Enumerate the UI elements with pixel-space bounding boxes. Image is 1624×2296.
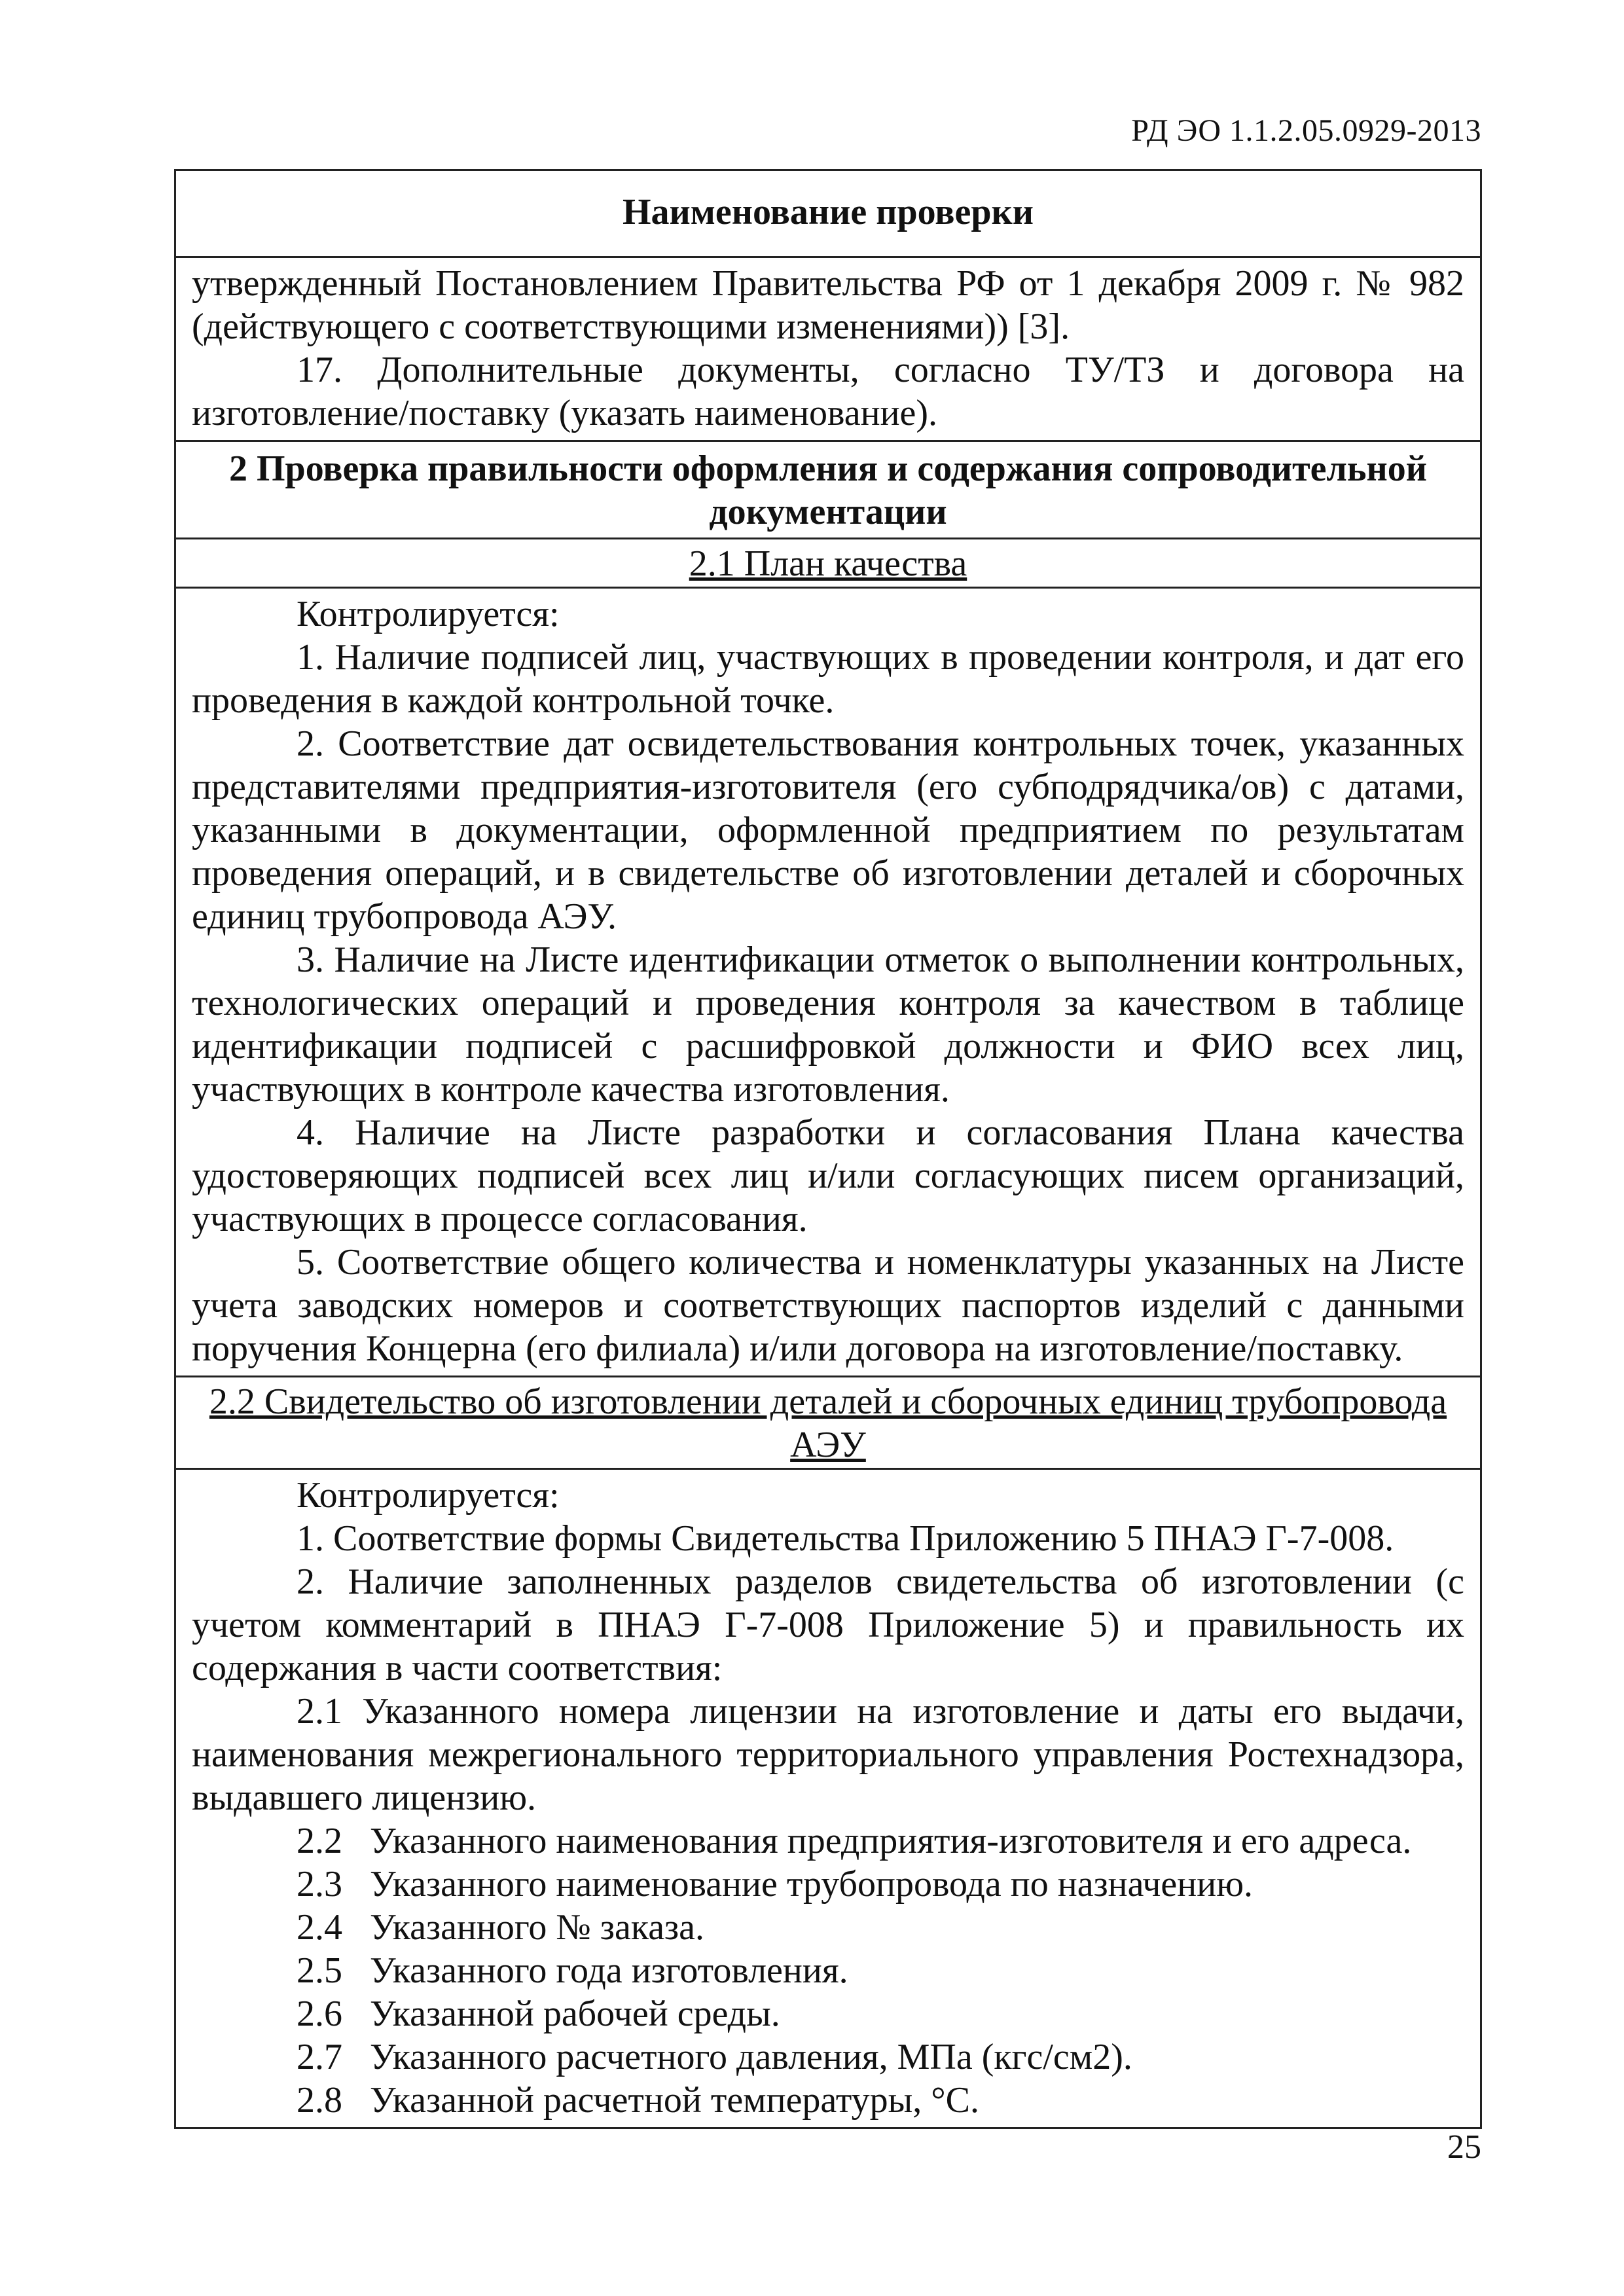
item-text: Указанной рабочей среды. <box>370 1994 780 2034</box>
list-item <box>192 2035 1464 2079</box>
section2-title: 2 Проверка правильности оформления и содержания сопроводительной документации <box>176 440 1480 538</box>
item-number: 2.4 <box>297 1907 342 1948</box>
list-item: 2. Наличие заполненных разделов свидетельства об изготовлении (с учетом комментарий в ПНАЭ Г-7-008 Приложение 5) и правильность их содержания в части соответствия: <box>192 1561 1464 1688</box>
list-item: 4. Наличие на Листе разработки и согласования Плана качества удостоверяющих подписей всех лиц и/или согласующих писем организаций, участвующих в процессе согласования. <box>192 1112 1464 1239</box>
list-item: 17. Дополнительные документы, согласно ТУ/ТЗ и договора на изготовление/поставку (указать наименование). <box>192 350 1464 433</box>
subsection-2-2-body <box>176 1468 1480 2127</box>
intro-text: Контролируется: <box>297 1475 560 1516</box>
list-item <box>192 1992 1464 2035</box>
item-text: Указанного наименования предприятия-изготовителя и его адреса. <box>370 1821 1412 1861</box>
list-item <box>192 1863 1464 1906</box>
intro-text: Контролируется: <box>297 594 560 634</box>
item-text: Указанной расчетной температуры, °С. <box>370 2080 979 2121</box>
subsection-2-1-title: 2.1 План качества <box>176 538 1480 587</box>
column-header: Наименование проверки <box>622 192 1034 232</box>
page-number: 25 <box>1447 2128 1481 2166</box>
item-number: 2.8 <box>297 2080 342 2121</box>
list-item: 2.1 Указанного номера лицензии на изготовление и даты его выдачи, наименования межрегионального территориального управления Ростехнадзора, выдавшего лицензию. <box>192 1691 1464 1818</box>
item-text: Указанного года изготовления. <box>370 1950 848 1991</box>
list-item <box>192 1906 1464 1949</box>
item-number: 2.6 <box>297 1994 342 2034</box>
subsection-2-1-body <box>176 587 1480 1376</box>
item-number: 2.7 <box>297 2037 342 2077</box>
item-text: Указанного № заказа. <box>370 1907 705 1948</box>
list-item <box>192 2079 1464 2122</box>
list-item: 5. Соответствие общего количества и номенклатуры указанных на Листе учета заводских номеров и соответствующих паспортов изделий с данными поручения Концерна (его филиала) и/или договора на изготовление/поставку. <box>192 1242 1464 1369</box>
section1-tail-cell <box>176 256 1480 440</box>
list-item: 1. Соответствие формы Свидетельства Приложению 5 ПНАЭ Г-7-008. <box>297 1518 1394 1559</box>
list-item <box>192 1819 1464 1863</box>
item-text: Указанного наименование трубопровода по назначению. <box>370 1864 1254 1904</box>
list-item: 1. Наличие подписей лиц, участвующих в проведении контроля, и дат его проведения в каждой контрольной точке. <box>192 637 1464 721</box>
item-text: Указанного расчетного давления, МПа (кгс/см2). <box>370 2037 1132 2077</box>
paragraph: утвержденный Постановлением Правительства РФ от 1 декабря 2009 г. № 982 <box>192 263 1464 304</box>
list-item: 2. Соответствие дат освидетельствования контрольных точек, указанных представителями предприятия-изготовителя (его субподрядчика/ов) с датами, указанными в документации, оформленной предприятием по результатам проведения операций, и в свидетельстве об изготовлении деталей и сборочных единиц трубопровода АЭУ. <box>192 723 1464 937</box>
item-number: 2.3 <box>297 1864 342 1904</box>
document-code: РД ЭО 1.1.2.05.0929-2013 <box>1131 113 1481 148</box>
item-number: 2.5 <box>297 1950 342 1991</box>
item-number: 2.2 <box>297 1821 342 1861</box>
list-item: 3. Наличие на Листе идентификации отметок о выполнении контрольных, технологических операций и проведения контроля за качеством в таблице идентификации подписей с расшифровкой должности и ФИО всех лиц, участвующих в контроле качества изготовления. <box>192 939 1464 1110</box>
list-item <box>192 1949 1464 1992</box>
check-table <box>174 169 1482 2129</box>
paragraph: (действующего с соответствующими изменениями)) [3]. <box>192 306 1070 347</box>
subsection-2-2-title: 2.2 Свидетельство об изготовлении деталей и сборочных единиц трубопровода АЭУ <box>176 1376 1480 1468</box>
